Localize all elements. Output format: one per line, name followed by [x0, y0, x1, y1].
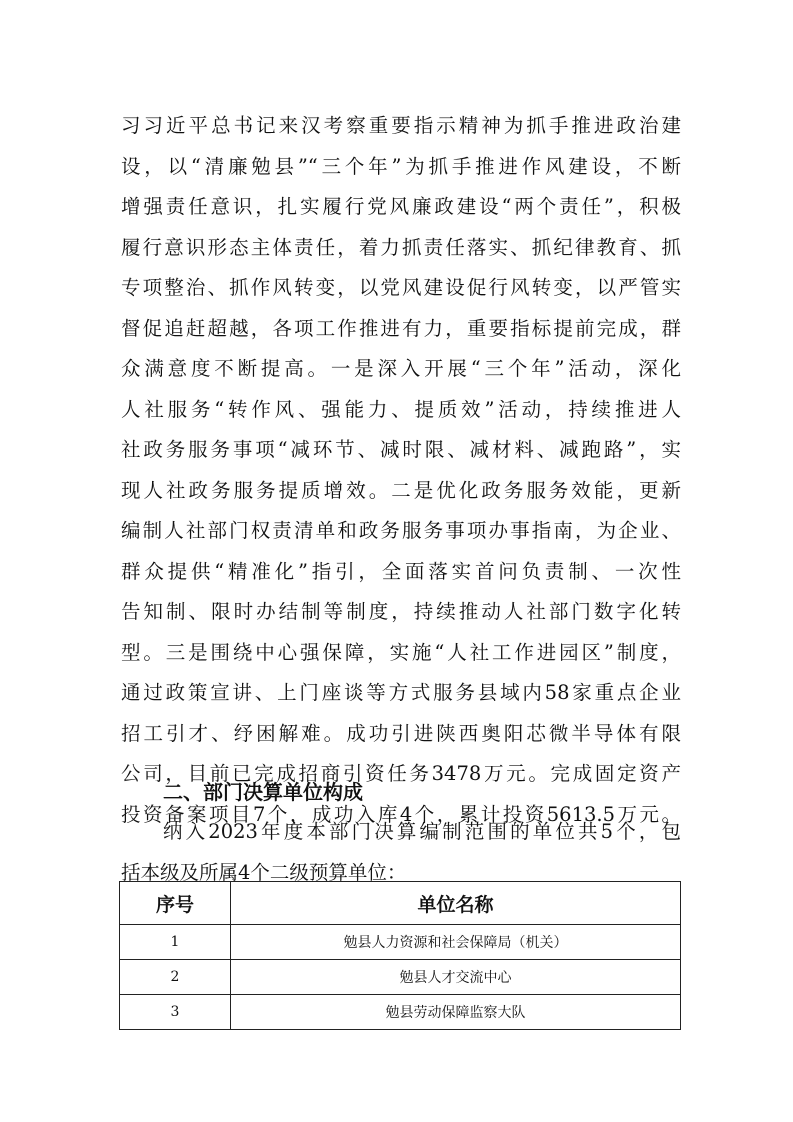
paragraph-line: 招工引才、纾困解难。成功引进陕西奥阳芯微半导体有限: [121, 721, 681, 745]
paragraph-line: 众满意度不断提高。一是深入开展“三个年”活动，深化: [121, 357, 681, 380]
paragraph-line: 告知制、限时办结制等制度，持续推动人社部门数字化转: [121, 600, 681, 623]
header-unit-name: 单位名称: [231, 882, 681, 925]
paragraph-line: 督促追赶超越，各项工作推进有力，重要指标提前完成，群: [121, 316, 681, 340]
section-heading: 二、部门决算单位构成: [163, 780, 363, 804]
body-paragraph: [121, 106, 681, 835]
paragraph-line: 专项整治、抓作风转变，以党风建设促行风转变，以严管实: [121, 276, 681, 299]
cell-unit-name: 勉县人才交流中心: [231, 960, 681, 995]
paragraph-line: 公司，目前已完成招商引资任务3478万元。完成固定资产: [121, 762, 681, 785]
table-header-row: [120, 882, 681, 925]
paragraph-line: 增强责任意识，扎实履行党风廉政建设“两个责任”，积极: [121, 195, 681, 218]
cell-unit-name: 勉县人力资源和社会保障局（机关）: [231, 925, 681, 960]
paragraph-line: 编制人社部门权责清单和政务服务事项办事指南，为企业、: [121, 519, 681, 542]
paragraph-line: 人社服务“转作风、强能力、提质效”活动，持续推进人: [121, 397, 681, 421]
cell-serial-number: 1: [120, 925, 231, 960]
paragraph-line: 型。三是围绕中心强保障，实施“人社工作进园区”制度，: [121, 640, 681, 664]
paragraph-line: 设，以“清廉勉县”“三个年”为抓手推进作风建设，不断: [121, 154, 681, 178]
paragraph-line: 现人社政务服务提质增效。二是优化政务服务效能，更新: [121, 478, 681, 502]
paragraph-line: 社政务服务事项“减环节、减时限、减材料、减跑路”，实: [121, 438, 681, 461]
paragraph-line: 群众提供“精准化”指引，全面落实首问负责制、一次性: [121, 559, 681, 583]
intro-line: 括本级及所属4个二级预算单位：: [121, 860, 407, 884]
paragraph-line: 履行意识形态主体责任，着力抓责任落实、抓纪律教育、抓: [121, 235, 681, 259]
header-serial-number: 序号: [120, 882, 231, 925]
cell-unit-name: 勉县劳动保障监察大队: [231, 995, 681, 1030]
intro-line: 纳入2023年度本部门决算编制范围的单位共5个，包: [163, 820, 681, 843]
units-table: [119, 881, 681, 1030]
paragraph-line: 习习近平总书记来汉考察重要指示精神为抓手推进政治建: [121, 114, 681, 137]
cell-serial-number: 2: [120, 960, 231, 995]
table-row: [120, 960, 681, 995]
cell-serial-number: 3: [120, 995, 231, 1030]
paragraph-line: 通过政策宣讲、上门座谈等方式服务县域内58家重点企业: [121, 681, 681, 704]
table-row: [120, 995, 681, 1030]
table-row: [120, 925, 681, 960]
paragraph-line: 投资备案项目7个，成功入库4个，累计投资5613.5万元。: [121, 802, 681, 826]
